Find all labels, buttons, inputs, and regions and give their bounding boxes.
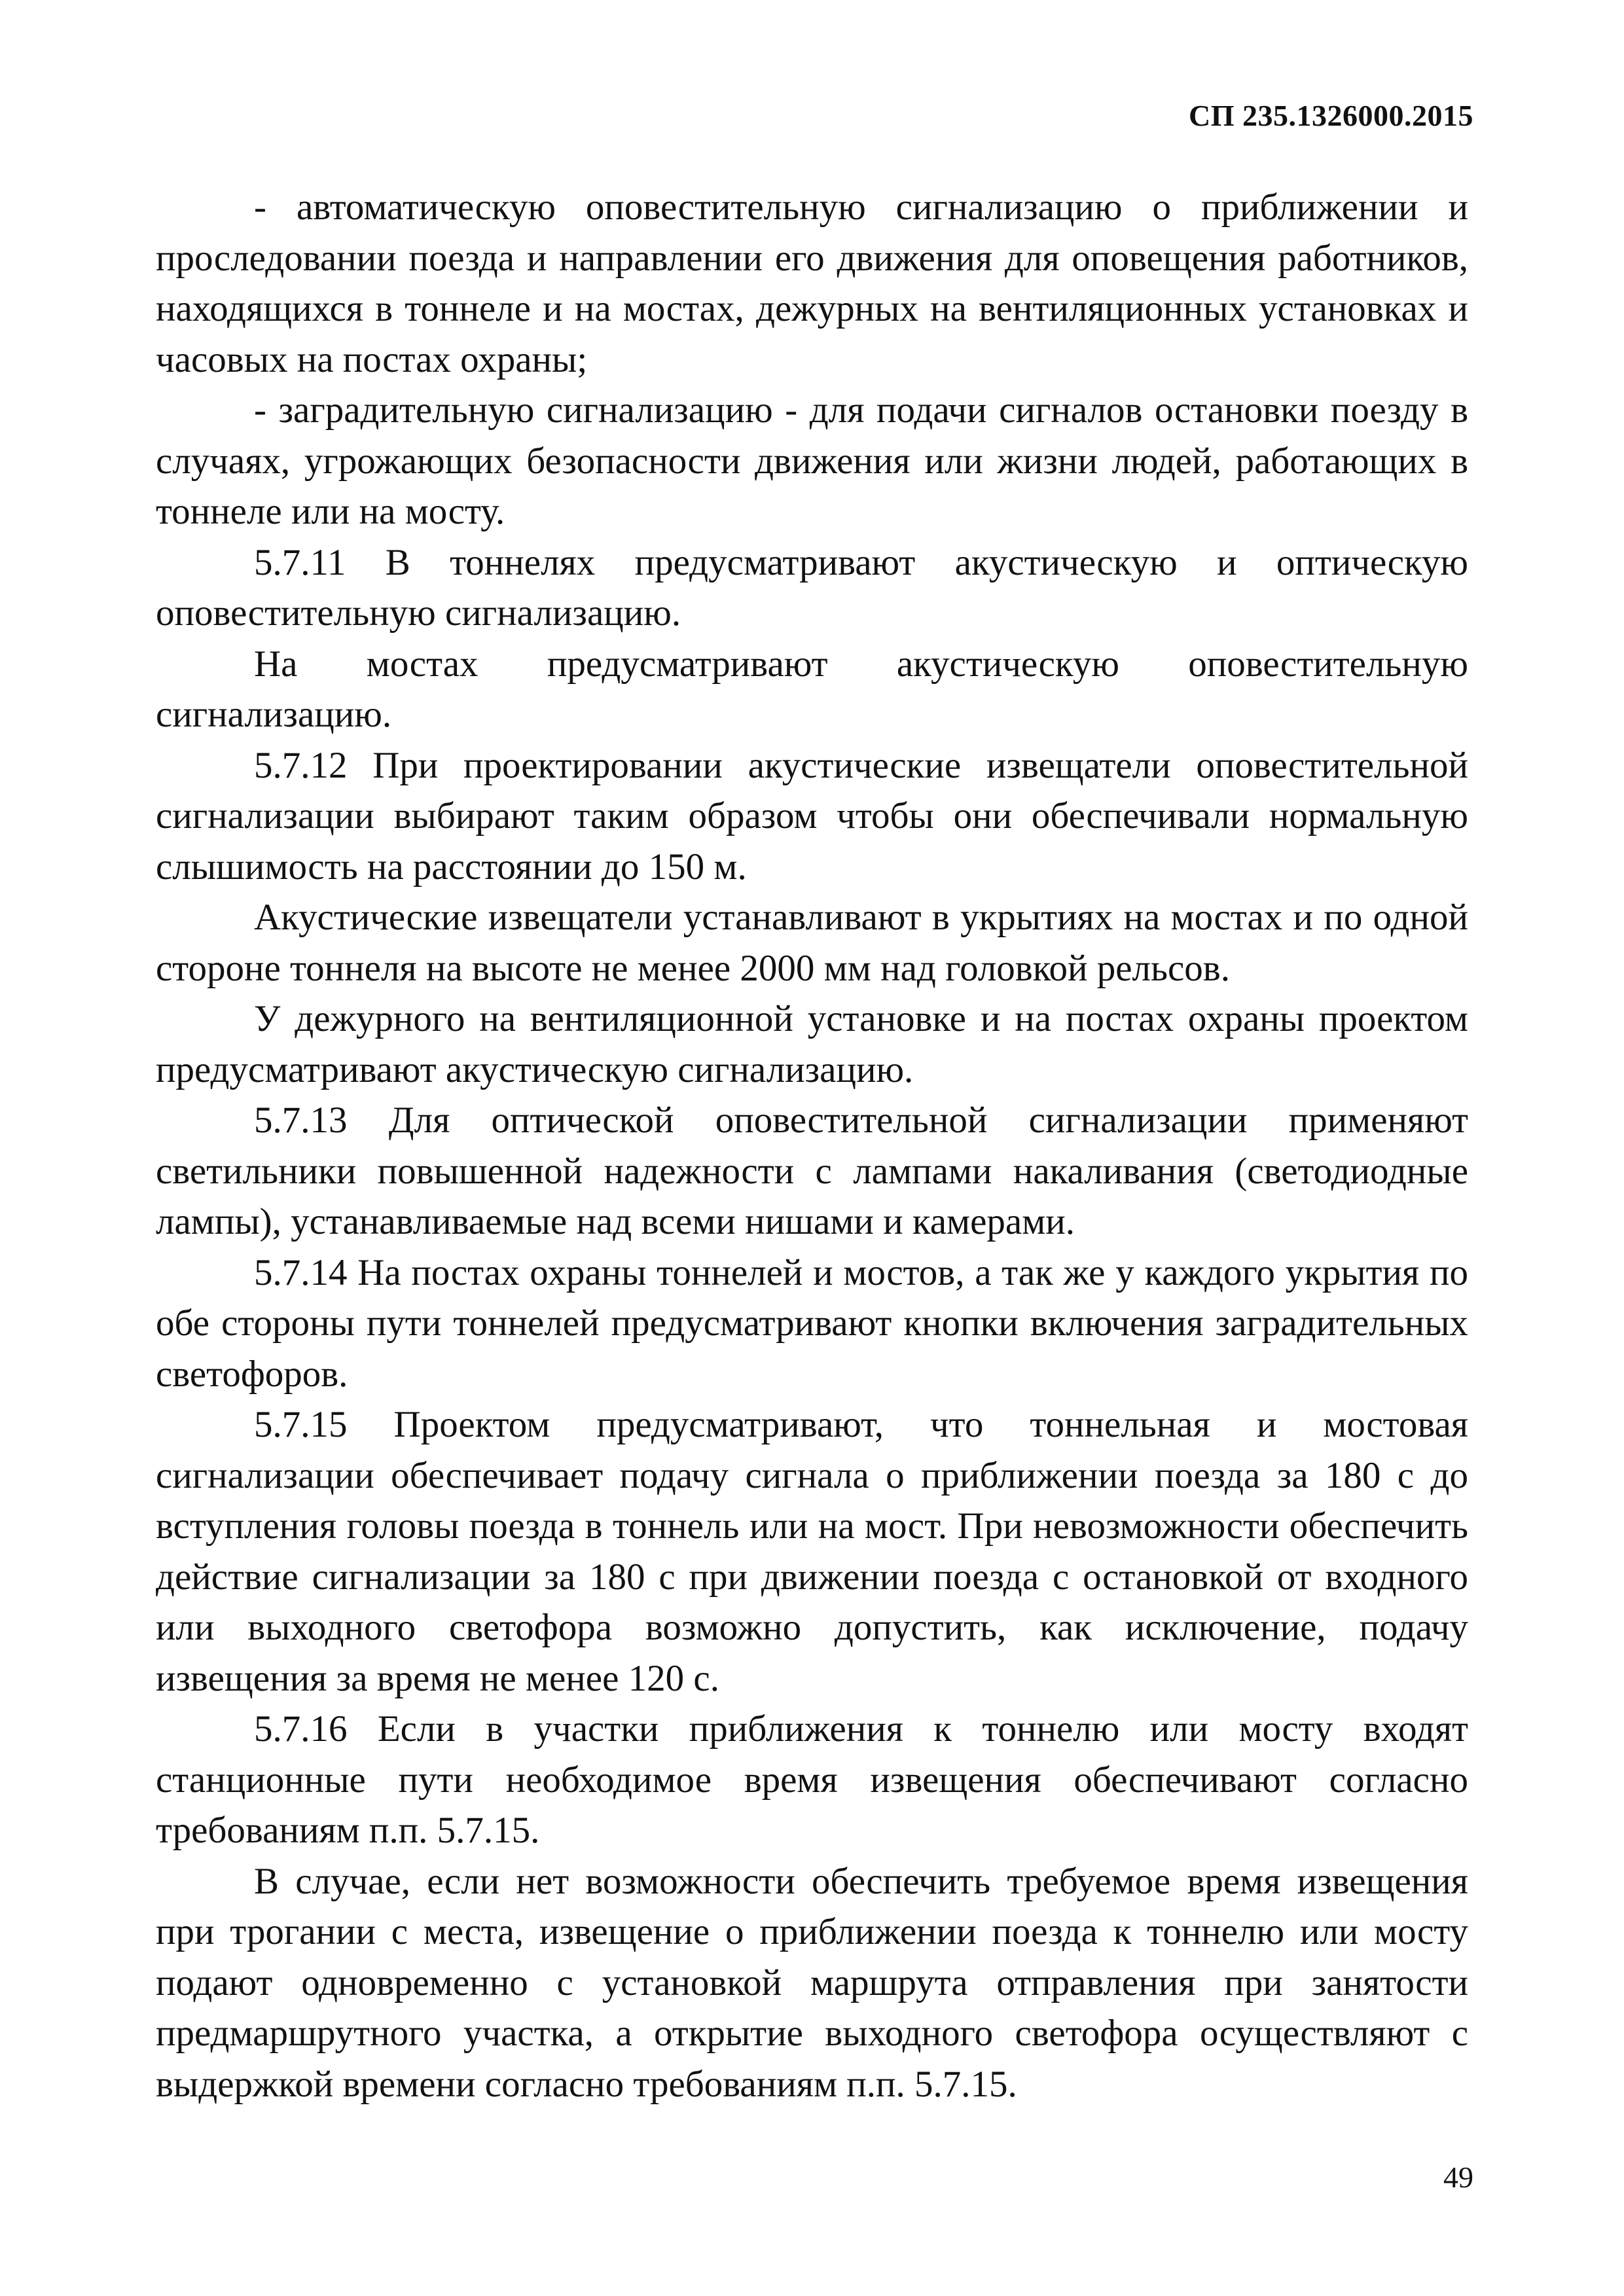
paragraph-duty-acoustic: У дежурного на вентиляционной установке и на постах охраны проектом предусматривают акустическую сигнализацию. [156,998,1468,1090]
paragraph-5-7-12: 5.7.12 При проектировании акустические извещатели оповестительной сигнализации выбирают таким образом чтобы они обеспечивали нормальную слышимость на расстоянии до 150 м. [156,744,1468,888]
document-code-header: СП 235.1326000.2015 [1189,99,1473,132]
paragraph-5-7-15: 5.7.15 Проектом предусматривают, что тоннельная и мостовая сигнализации обеспечивает подачу сигнала о приближении поезда за 180 с до вступления головы поезда в тоннель или на мост. При невозможности обеспечить действие сигнализации за 180 с при движении поезда с остановкой от входного или выходного светофора возможно допустить, как исключение, подачу извещения за время не менее 120 с. [156,1404,1468,1699]
paragraph-departure-case: В случае, если нет возможности обеспечить требуемое время извещения при трогании с места, извещение о приближении поезда к тоннелю или мосту подают одновременно с установкой маршрута отправления при занятости предмаршрутного участка, а открытие выходного светофора осуществляют с выдержкой времени согласно требованиям п.п. 5.7.15. [156,1860,1468,2105]
paragraph-alert-signaling: - автоматическую оповестительную сигнализацию о приближении и проследовании поезда и направлении его движения для оповещения работников, находящихся в тоннеле и на мостах, дежурных на вентиляционных установках и часовых на постах охраны; [156,187,1468,380]
paragraph-bridges-acoustic: На мостах предусматривают акустическую оповестительную сигнализацию. [156,643,1468,735]
document-body [156,182,1468,2109]
paragraph-5-7-16: 5.7.16 Если в участки приближения к тоннелю или мосту входят станционные пути необходимое время извещения обеспечивают согласно требованиям п.п. 5.7.15. [156,1708,1468,1851]
paragraph-acoustic-install: Акустические извещатели устанавливают в укрытиях на мостах и по одной стороне тоннеля на высоте не менее 2000 мм над головкой рельсов. [156,897,1468,989]
paragraph-barrier-signaling: - заградительную сигнализацию - для подачи сигналов остановки поезду в случаях, угрожающих безопасности движения или жизни людей, работающих в тоннеле или на мосту. [156,389,1468,532]
paragraph-5-7-14: 5.7.14 На постах охраны тоннелей и мостов, а так же у каждого укрытия по обе стороны пути тоннелей предусматривают кнопки включения заградительных светофоров. [156,1251,1468,1395]
page-number: 49 [1443,2161,1473,2194]
paragraph-5-7-11: 5.7.11 В тоннелях предусматривают акустическую и оптическую оповестительную сигнализацию. [156,541,1468,634]
paragraph-5-7-13: 5.7.13 Для оптической оповестительной сигнализации применяют светильники повышенной надежности с лампами накаливания (светодиодные лампы), устанавливаемые над всеми нишами и камерами. [156,1100,1468,1242]
